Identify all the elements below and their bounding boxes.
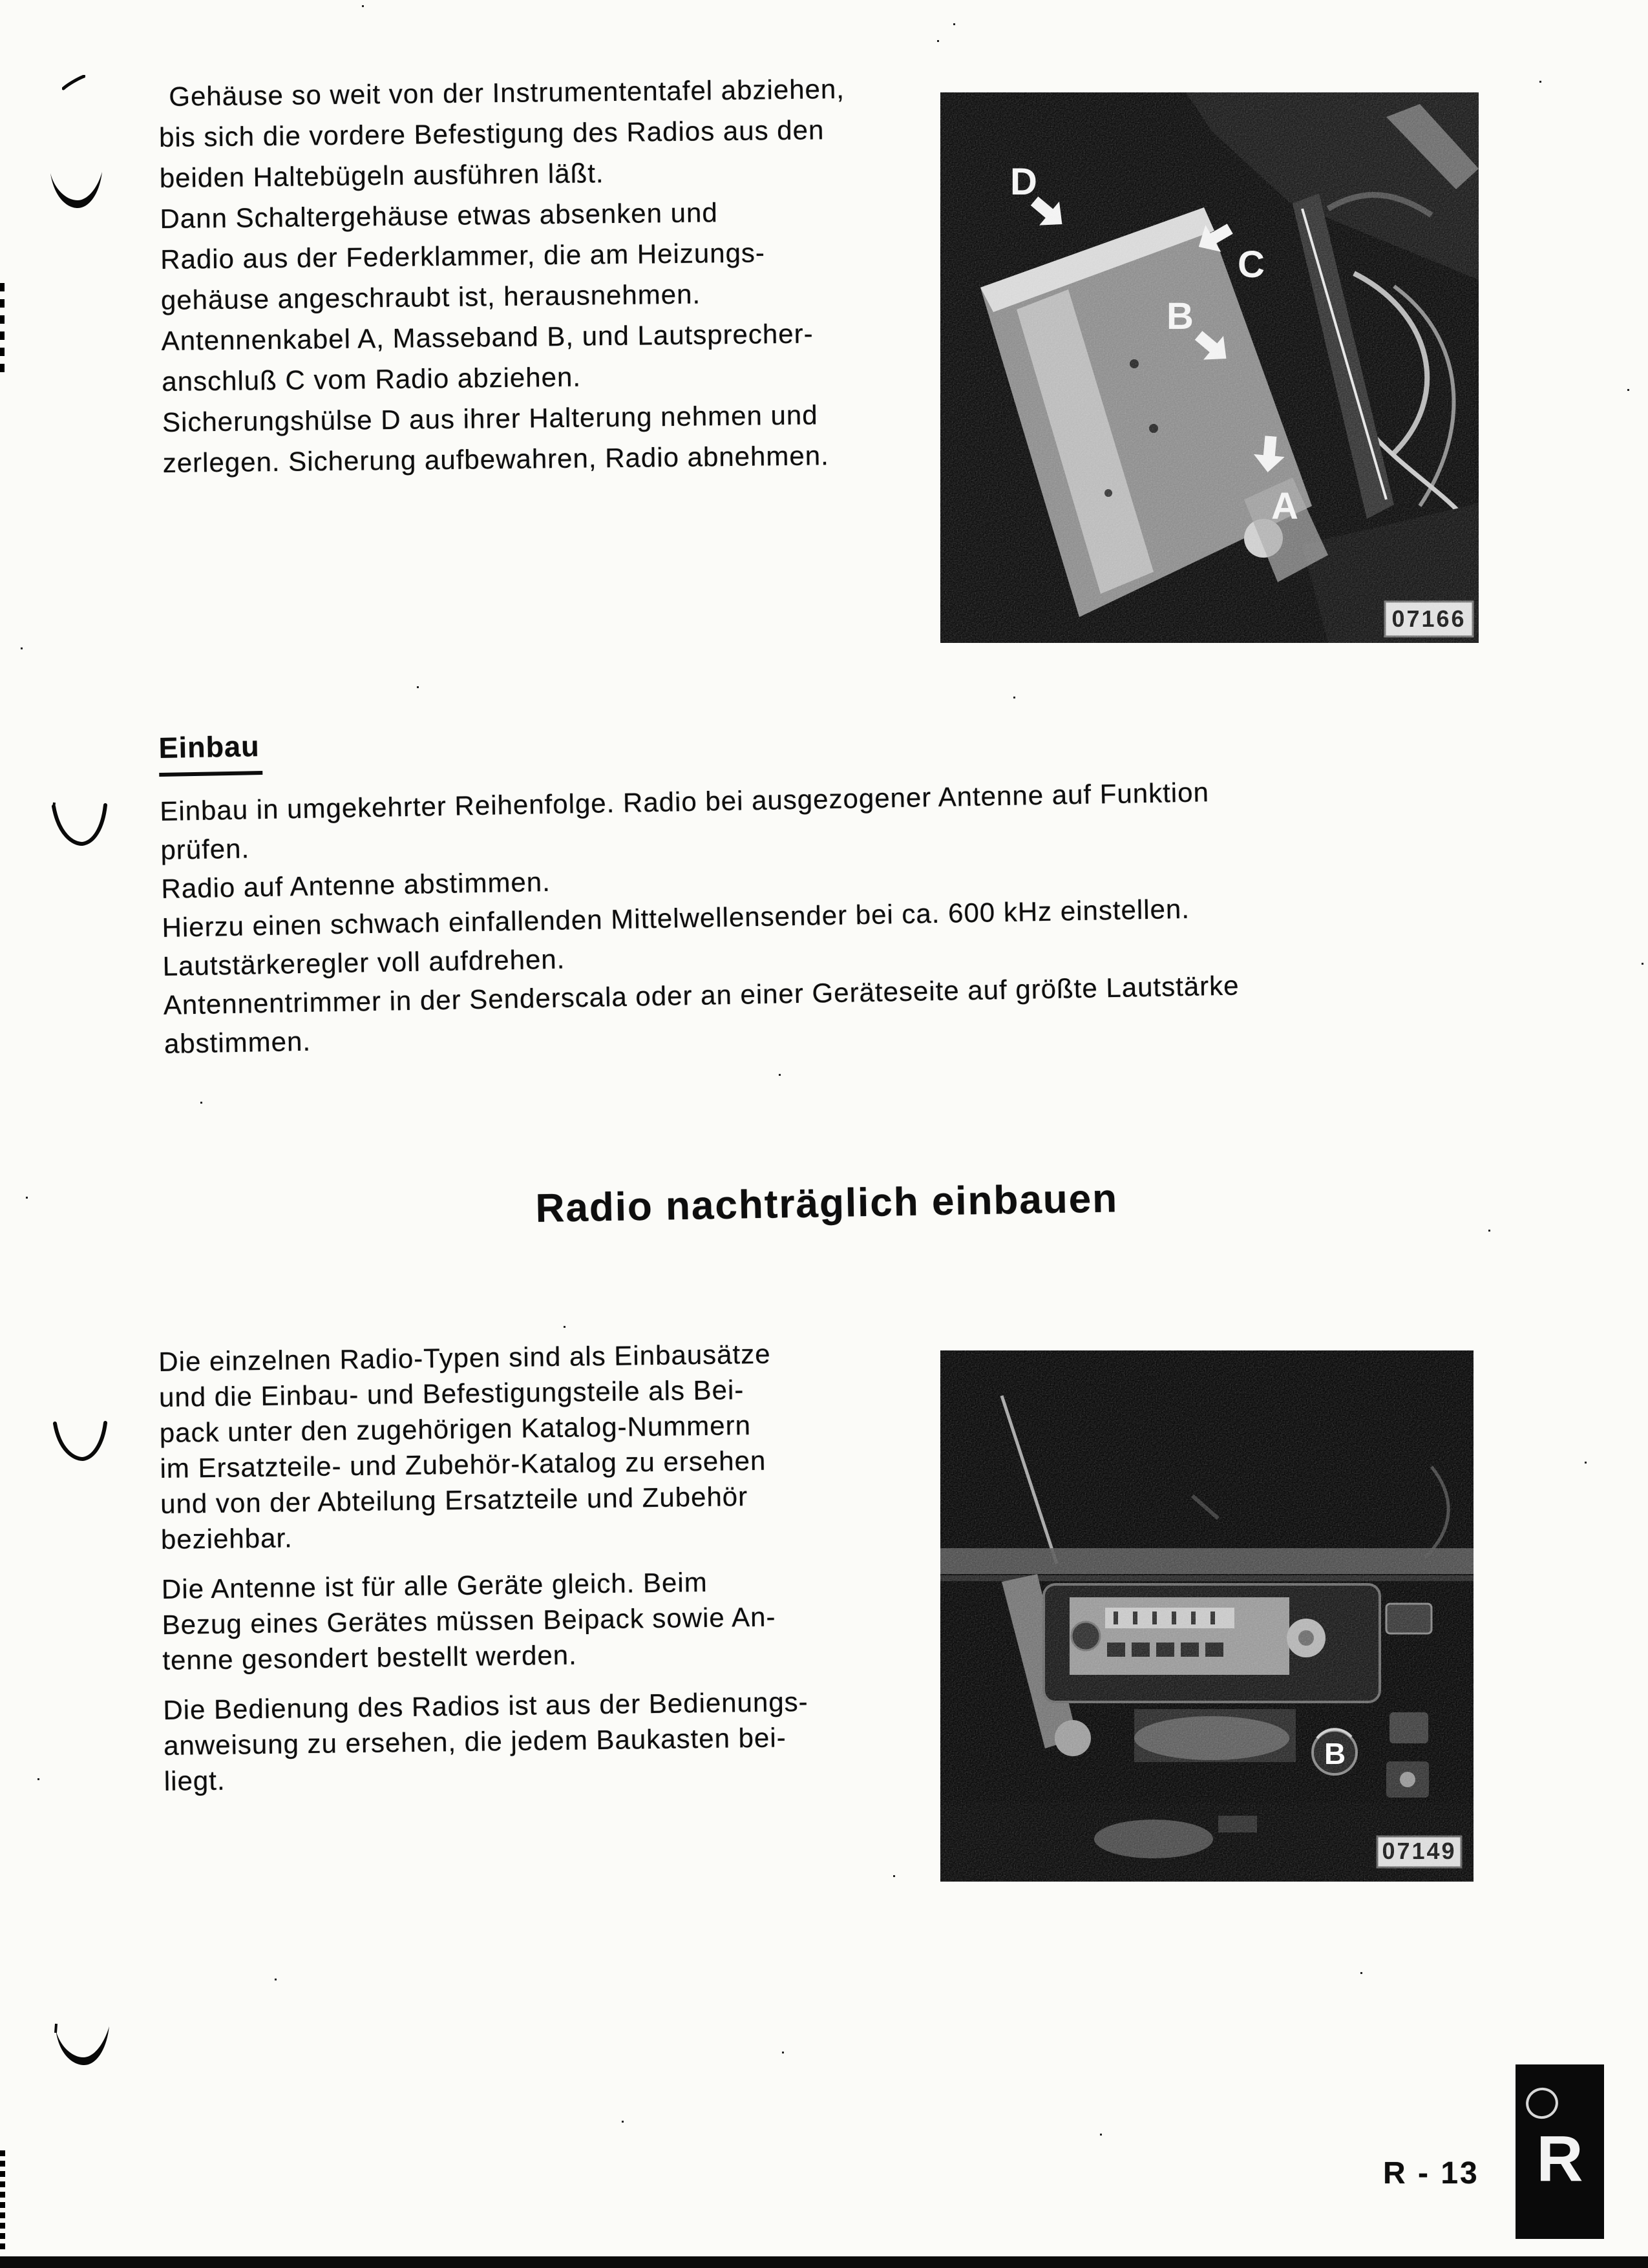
text-line: prüfen. — [160, 833, 250, 865]
text-line: Sicherungshülse D aus ihrer Halterung nehmen und — [162, 399, 818, 437]
text-line: anweisung zu ersehen, die jedem Baukasten bei- — [163, 1722, 787, 1761]
text-line: tenne gesondert bestellt werden. — [162, 1639, 578, 1675]
text-line: Hierzu einen schwach einfallenden Mittelwellensender bei ca. 600 kHz einstellen. — [162, 893, 1190, 943]
section-tab — [1516, 2064, 1604, 2239]
photo-label-b: B — [1167, 295, 1194, 337]
text-line: Antennentrimmer in der Senderscala oder an einer Geräteseite auf größte Lautstärke — [163, 970, 1240, 1020]
scan-edge-artifact — [0, 283, 5, 380]
pen-slash-mark — [62, 75, 85, 90]
einbau-section — [158, 709, 1240, 1063]
text-line: Lautstärkeregler voll aufdrehen. — [162, 943, 565, 982]
text-line: Die Bedienung des Radios ist aus der Bedienungs- — [163, 1686, 808, 1725]
text-line: pack unter den zugehörigen Katalog-Nummern — [159, 1410, 752, 1448]
paragraph — [162, 1563, 808, 1678]
scan-noise-speckles — [0, 0, 2, 2]
einbau-heading: Einbau — [158, 727, 262, 777]
scan-bottom-bar — [0, 2256, 1648, 2268]
figure-number: 07166 — [1391, 605, 1466, 632]
text-line: Radio auf Antenne abstimmen. — [161, 866, 551, 904]
paragraph — [158, 1336, 807, 1557]
photo-label-b: B — [1324, 1737, 1346, 1770]
text-line: Radio aus der Federklammer, die am Heizungs- — [160, 237, 766, 275]
removal-instructions — [158, 68, 849, 483]
text-line: beziehbar. — [160, 1522, 293, 1555]
text-line: beiden Haltebügeln ausführen läßt. — [159, 158, 604, 193]
text-line: im Ersatzteile- und Zubehör-Katalog zu ersehen — [160, 1445, 766, 1484]
page-title: Radio nachträglich einbauen — [535, 1175, 1119, 1231]
page-number: R - 13 — [1383, 2156, 1479, 2190]
figure-radio-installed-photo — [940, 1350, 1474, 1882]
text-line: abstimmen. — [164, 1025, 312, 1059]
pen-crescent-mark — [49, 801, 110, 849]
pen-crescent-mark — [50, 1419, 110, 1463]
photo-label-d: D — [1010, 161, 1037, 203]
text-line: Die einzelnen Radio-Typen sind als Einbausätze — [158, 1338, 771, 1377]
text-line: und von der Abteilung Ersatzteile und Zubehör — [160, 1481, 748, 1519]
text-line: Gehäuse so weit von der Instrumententafel abziehen, — [169, 73, 845, 112]
figure-number: 07149 — [1382, 1838, 1457, 1864]
text-line: Dann Schaltergehäuse etwas absenken und — [160, 197, 718, 234]
pen-crescent-mark — [50, 2022, 114, 2070]
text-line: anschluß C vom Radio abziehen. — [162, 361, 582, 397]
text-line: Einbau in umgekehrter Reihenfolge. Radio bei ausgezogener Antenne auf Funktion — [159, 777, 1210, 826]
figure-radio-removal-photo — [940, 92, 1479, 643]
pen-crescent-mark — [47, 168, 106, 213]
text-line: Die Antenne ist für alle Geräte gleich. Beim — [161, 1566, 708, 1604]
tab-ellipse-mark-icon — [1522, 2083, 1562, 2123]
retrofit-instructions — [158, 1336, 810, 1813]
scan-edge-artifact — [0, 2150, 5, 2251]
text-line: Antennenkabel A, Masseband B, und Lautsprecher- — [161, 318, 814, 356]
text-line: liegt. — [164, 1765, 226, 1796]
photo-label-c: C — [1238, 244, 1265, 286]
text-line: bis sich die vordere Befestigung des Radios aus den — [158, 114, 825, 152]
text-line: Bezug eines Gerätes müssen Beipack sowie An- — [162, 1601, 776, 1640]
paragraph — [163, 1684, 809, 1799]
photo-label-a: A — [1271, 485, 1298, 527]
text-line: zerlegen. Sicherung aufbewahren, Radio abnehmen. — [162, 440, 830, 478]
text-line: und die Einbau- und Befestigungsteile als Bei- — [158, 1374, 745, 1412]
text-line: gehäuse angeschraubt ist, herausnehmen. — [160, 278, 701, 315]
section-tab-letter: R — [1536, 2123, 1583, 2195]
